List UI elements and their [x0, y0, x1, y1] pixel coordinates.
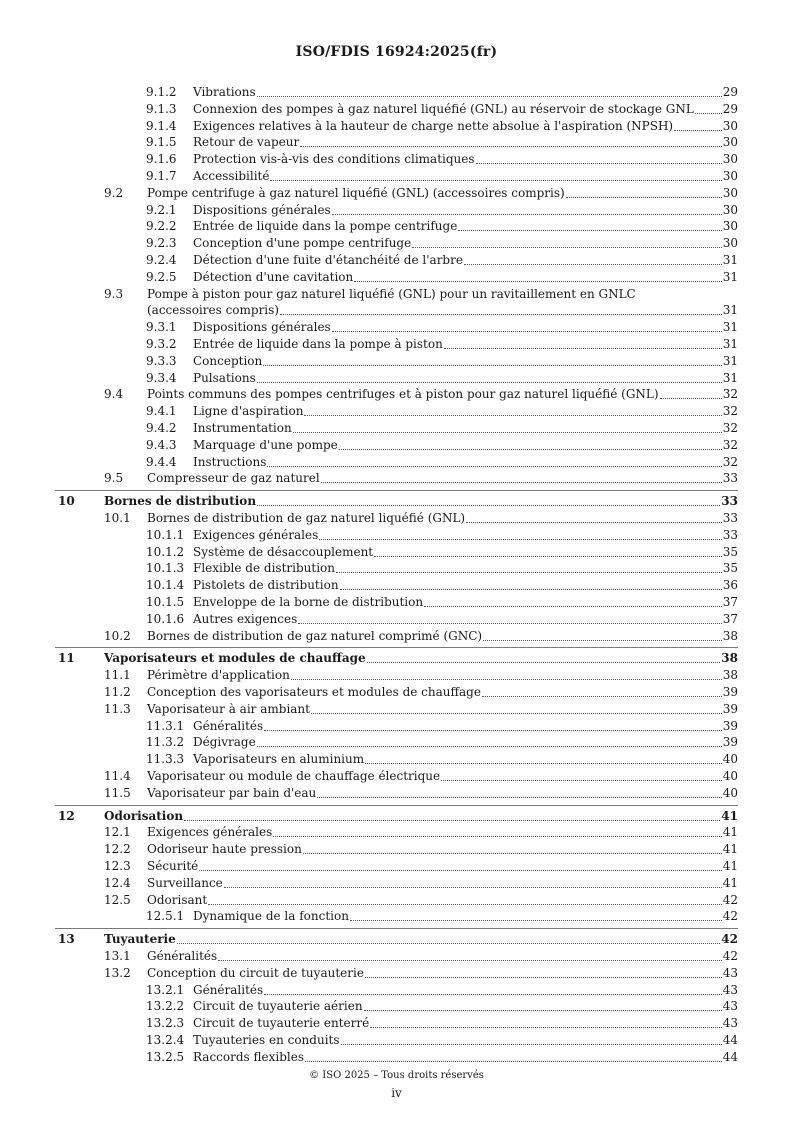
toc-entry-title: Vaporisateur par bain d'eau — [147, 785, 317, 800]
dot-leader — [354, 280, 721, 282]
toc-entry-number: 12.4 — [104, 875, 131, 890]
toc-entry-page: 37 — [722, 611, 738, 626]
toc-entry-number: 9.1.6 — [146, 152, 177, 167]
toc-entry-number: 9.3.1 — [146, 320, 177, 335]
toc-entry[interactable] — [0, 841, 738, 858]
toc-entry-page: 41 — [722, 825, 738, 840]
dot-leader — [264, 993, 722, 995]
toc-entry[interactable] — [0, 319, 738, 336]
toc-entry-title: Autres exigences — [193, 611, 298, 626]
toc-entry-number: 13 — [58, 932, 75, 947]
toc-entry[interactable] — [0, 101, 738, 118]
dot-leader — [441, 779, 722, 781]
toc-entry-title: Accessibilité — [193, 169, 270, 183]
dot-leader — [257, 745, 722, 747]
toc-entry-page: 31 — [722, 337, 738, 351]
toc-entry[interactable] — [0, 751, 738, 768]
toc-entry-title: Conception du circuit de tuyauterie — [147, 965, 364, 980]
toc-entry-number: 11.3.3 — [146, 752, 185, 767]
dot-leader — [444, 347, 722, 349]
toc-chapter-entry[interactable] — [0, 650, 738, 667]
toc-entry-page: 29 — [722, 85, 738, 99]
toc-entry[interactable] — [0, 684, 738, 701]
dot-leader — [224, 886, 722, 888]
toc-entry-page: 39 — [722, 685, 738, 699]
toc-entry[interactable] — [0, 286, 738, 303]
toc-entry[interactable] — [0, 420, 738, 437]
toc-entry-page: 38 — [721, 651, 738, 666]
toc-entry-page: 31 — [722, 353, 738, 368]
toc-entry-page: 43 — [722, 1016, 738, 1031]
toc-entry-page: 39 — [722, 701, 738, 716]
toc-entry[interactable] — [0, 336, 738, 353]
toc-entry-title: Vaporisateurs et modules de chauffage — [104, 651, 366, 666]
toc-entry[interactable] — [0, 1032, 738, 1049]
toc-entry[interactable] — [0, 252, 738, 269]
toc-entry-title: Circuit de tuyauterie aérien — [193, 999, 363, 1014]
toc-entry-number: 9.4.3 — [146, 437, 177, 452]
toc-entry-page: 38 — [722, 668, 738, 683]
toc-entry-page: 30 — [722, 202, 738, 217]
toc-entry-title: Bornes de distribution de gaz naturel comprimé (GNC) — [147, 628, 483, 643]
toc-entry-page: 30 — [722, 169, 738, 183]
toc-entry-number: 9.3.2 — [146, 337, 177, 351]
toc-entry[interactable] — [0, 858, 738, 875]
toc-entry-title: Ligne d'aspiration — [193, 404, 304, 419]
toc-entry[interactable] — [0, 470, 738, 487]
toc-entry-title: Points communs des pompes centrifuges et à piston pour gaz naturel liquéfié (GNL) — [147, 387, 659, 402]
toc-entry-title: Périmètre d'application — [147, 668, 290, 683]
toc-entry-title: Odoriseur haute pression — [147, 842, 302, 857]
toc-entry[interactable] — [0, 1015, 738, 1032]
toc-entry-title: Flexible de distribution — [193, 561, 336, 576]
dot-leader — [267, 465, 721, 467]
dot-leader — [370, 1026, 721, 1028]
toc-entry[interactable] — [0, 84, 738, 101]
toc-entry[interactable] — [0, 577, 738, 594]
toc-entry-number: 9.1.3 — [146, 101, 177, 116]
toc-entry-number: 9.4.2 — [146, 421, 177, 435]
toc-entry-title: Vaporisateurs en aluminium — [193, 752, 365, 767]
toc-entry[interactable] — [0, 667, 738, 684]
toc-entry-number: 10.1.3 — [146, 561, 185, 576]
toc-entry-number: 9.3 — [104, 286, 124, 301]
toc-entry-title: Sécurité — [147, 859, 199, 873]
toc-entry-page: 43 — [722, 982, 738, 997]
toc-entry[interactable] — [0, 965, 738, 982]
toc-entry-page: 32 — [722, 421, 738, 435]
toc-entry[interactable] — [0, 353, 738, 370]
dot-leader — [365, 762, 722, 764]
toc-entry-number: 10.2 — [104, 628, 131, 643]
toc-chapter-entry[interactable] — [0, 931, 738, 948]
toc-entry-page: 30 — [722, 236, 738, 251]
toc-entry-title: Instrumentation — [193, 421, 292, 435]
dot-leader — [374, 555, 722, 557]
toc-entry-number: 12.1 — [104, 825, 131, 840]
toc-entry-title: Surveillance — [147, 875, 223, 890]
chapter-divider — [55, 805, 738, 806]
toc-entry-title: Pulsations — [193, 370, 256, 385]
toc-entry-page: 43 — [722, 999, 738, 1014]
toc-entry-number: 9.3.3 — [146, 353, 177, 368]
toc-entry-page: 30 — [722, 135, 738, 150]
dot-leader — [293, 431, 722, 433]
toc-entry-number: 13.2.3 — [146, 1016, 185, 1031]
toc-entry-page: 40 — [722, 752, 738, 767]
toc-entry[interactable] — [0, 718, 738, 735]
toc-entry[interactable] — [0, 134, 738, 151]
dot-leader — [458, 229, 721, 231]
toc-entry-title: Exigences relatives à la hauteur de charge nette absolue à l'aspiration (NPSH) — [193, 118, 674, 133]
chapter-divider — [55, 647, 738, 648]
toc-entry-title: Vaporisateur ou module de chauffage électrique — [147, 769, 441, 783]
dot-leader — [257, 95, 722, 97]
toc-entry-title: Connexion des pompes à gaz naturel liquéfié (GNL) au réservoir de stockage GNL — [193, 101, 694, 116]
dot-leader — [466, 521, 722, 523]
toc-entry-number: 11.5 — [104, 785, 131, 800]
toc-entry-number: 12 — [58, 808, 75, 823]
toc-entry-number: 9.2.4 — [146, 253, 177, 267]
toc-entry[interactable] — [0, 151, 738, 168]
toc-entry-page: 32 — [722, 437, 738, 452]
toc-entry-title: Dynamique de la fonction — [193, 909, 349, 924]
toc-entry-number: 10 — [58, 494, 75, 509]
toc-entry-page: 31 — [722, 269, 738, 284]
toc-entry-page: 40 — [722, 785, 738, 800]
toc-entry-number: 9.1.2 — [146, 85, 177, 99]
dot-leader — [257, 381, 722, 383]
toc-entry-page: 32 — [722, 404, 738, 419]
chapter-divider — [55, 490, 738, 491]
toc-entry-page: 44 — [722, 1049, 738, 1064]
toc-entry-title: Tuyauteries en conduits — [193, 1033, 340, 1047]
toc-entry-number: 11.2 — [104, 685, 131, 699]
toc-entry-page: 32 — [722, 454, 738, 469]
toc-entry-page: 42 — [722, 892, 738, 907]
dot-leader — [412, 246, 722, 248]
dot-leader — [336, 571, 722, 573]
dot-leader — [264, 729, 722, 731]
toc-entry[interactable] — [0, 527, 738, 544]
toc-entry[interactable] — [0, 611, 738, 628]
toc-entry-title: Généralités — [147, 949, 218, 963]
toc-entry-number: 13.2.1 — [146, 982, 185, 997]
dot-leader — [199, 869, 721, 871]
toc-entry[interactable] — [0, 235, 738, 252]
toc-entry-page: 31 — [722, 320, 738, 335]
toc-entry[interactable] — [0, 824, 738, 841]
toc-entry[interactable] — [0, 1049, 738, 1066]
toc-entry-title: Pistolets de distribution — [193, 578, 339, 593]
toc-entry-title: Dispositions générales — [193, 202, 331, 217]
toc-entry-title: Généralités — [193, 718, 264, 733]
toc-entry-title: Détection d'une fuite d'étanchéité de l'arbre — [193, 253, 463, 267]
toc-entry-page: 33 — [722, 527, 738, 542]
toc-entry-number: 12.5 — [104, 892, 131, 907]
toc-entry-page: 44 — [722, 1033, 738, 1047]
toc-entry-number: 10.1.4 — [146, 578, 185, 593]
toc-entry[interactable] — [0, 908, 738, 925]
dot-leader — [695, 112, 722, 114]
toc-entry-page: 33 — [722, 511, 738, 525]
dot-leader — [304, 414, 721, 416]
toc-entry-page: 39 — [722, 718, 738, 733]
toc-entry-page: 31 — [722, 253, 738, 267]
toc-entry[interactable] — [0, 628, 738, 645]
toc-entry-page: 30 — [722, 152, 738, 167]
dot-leader — [177, 942, 721, 944]
toc-entry-number: 11.3 — [104, 701, 131, 716]
dot-leader — [424, 605, 722, 607]
toc-entry-number: 13.2.5 — [146, 1049, 185, 1064]
toc-entry-number: 10.1.1 — [146, 527, 185, 542]
toc-entry-number: 9.2.1 — [146, 202, 177, 217]
dot-leader — [263, 364, 721, 366]
dot-leader — [367, 661, 721, 663]
toc-entry-title: Protection vis-à-vis des conditions climatiques — [193, 152, 475, 167]
toc-entry-number: 11.3.1 — [146, 718, 185, 733]
toc-entry-number: 13.1 — [104, 949, 131, 963]
toc-entry[interactable] — [0, 185, 738, 202]
toc-entry-number: 10.1 — [104, 511, 131, 525]
toc-chapter-entry[interactable] — [0, 808, 738, 825]
dot-leader — [321, 481, 722, 483]
toc-entry-page: 42 — [721, 932, 738, 947]
toc-entry[interactable] — [0, 386, 738, 403]
toc-entry[interactable] — [0, 998, 738, 1015]
toc-entry-number: 9.1.7 — [146, 169, 177, 183]
dot-leader — [332, 330, 722, 332]
toc-entry-number: 9.2 — [104, 185, 124, 200]
toc-entry[interactable] — [0, 734, 738, 751]
toc-entry-page: 37 — [722, 595, 738, 609]
toc-entry-page: 36 — [722, 578, 738, 593]
dot-leader — [483, 639, 722, 641]
toc-entry-title: Marquage d'une pompe — [193, 437, 338, 452]
toc-entry-title: Tuyauterie — [104, 932, 176, 947]
dot-leader — [482, 695, 722, 697]
toc-entry[interactable] — [0, 785, 738, 802]
toc-entry-title: Exigences générales — [193, 527, 319, 542]
toc-entry[interactable] — [0, 560, 738, 577]
dot-leader — [291, 678, 722, 680]
dot-leader — [280, 313, 722, 315]
dot-leader — [332, 213, 722, 215]
toc-entry-page: 30 — [722, 118, 738, 133]
toc-entry-number: 9.3.4 — [146, 370, 177, 385]
toc-entry[interactable] — [0, 875, 738, 892]
dot-leader — [365, 976, 722, 978]
toc-entry-number: 9.1.5 — [146, 135, 177, 150]
toc-entry-page: 43 — [722, 965, 738, 980]
toc-entry-title: Bornes de distribution — [104, 494, 257, 509]
dot-leader — [566, 196, 722, 198]
toc-entry-title: Odorisant — [147, 892, 208, 907]
dot-leader — [674, 129, 722, 131]
toc-entry-title: (accessoires compris) — [147, 303, 279, 318]
toc-entry[interactable] — [0, 302, 738, 319]
toc-entry[interactable] — [0, 202, 738, 219]
toc-entry[interactable] — [0, 403, 738, 420]
toc-entry-number: 12.5.1 — [146, 909, 185, 924]
toc-entry-number: 12.2 — [104, 842, 131, 857]
toc-chapter-entry[interactable] — [0, 493, 738, 510]
dot-leader — [364, 1009, 722, 1011]
toc-entry[interactable] — [0, 892, 738, 909]
toc-entry[interactable] — [0, 269, 738, 286]
toc-entry-title: Généralités — [193, 982, 264, 997]
toc-entry[interactable] — [0, 118, 738, 135]
toc-entry-page: 42 — [722, 949, 738, 963]
page-header: ISO/FDIS 16924:2025(fr) — [295, 44, 498, 60]
toc-entry-number: 13.2.2 — [146, 999, 185, 1014]
dot-leader — [208, 903, 722, 905]
toc-entry-number: 13.2 — [104, 965, 131, 980]
dot-leader — [464, 263, 722, 265]
toc-entry-page: 35 — [722, 561, 738, 576]
toc-entry-title: Bornes de distribution de gaz naturel liquéfié (GNL) — [147, 511, 466, 525]
toc-entry[interactable] — [0, 544, 738, 561]
toc-entry-title: Système de désaccouplement — [193, 544, 374, 559]
dot-leader — [257, 504, 720, 506]
toc-entry-number: 9.4.1 — [146, 404, 177, 419]
toc-entry-page: 30 — [722, 219, 738, 234]
toc-entry-number: 13.2.4 — [146, 1033, 185, 1047]
toc-entry-title: Enveloppe de la borne de distribution — [193, 595, 424, 609]
toc-entry[interactable] — [0, 437, 738, 454]
toc-entry-number: 12.3 — [104, 859, 131, 873]
toc-entry-number: 10.1.2 — [146, 544, 185, 559]
toc-entry-number: 10.1.6 — [146, 611, 185, 626]
toc-entry-title: Conception d'une pompe centrifuge — [193, 236, 412, 251]
toc-entry-page: 42 — [722, 909, 738, 924]
toc-entry-title: Exigences générales — [147, 825, 273, 840]
toc-entry-title: Détection d'une cavitation — [193, 269, 354, 284]
dot-leader — [300, 145, 721, 147]
dot-leader — [339, 448, 722, 450]
dot-leader — [305, 1060, 722, 1062]
toc-entry-number: 9.2.2 — [146, 219, 177, 234]
toc-entry[interactable] — [0, 982, 738, 999]
toc-entry-title: Dispositions générales — [193, 320, 331, 335]
toc-entry-title: Entrée de liquide dans la pompe centrifuge — [193, 219, 458, 234]
dot-leader — [311, 712, 722, 714]
toc-entry[interactable] — [0, 701, 738, 718]
toc-entry-number: 9.5 — [104, 471, 124, 486]
dot-leader — [303, 852, 722, 854]
toc-entry[interactable] — [0, 510, 738, 527]
toc-entry-page: 41 — [722, 875, 738, 890]
toc-entry-title: Conception — [193, 353, 263, 368]
toc-entry-page: 41 — [721, 808, 738, 823]
toc-entry-title: Odorisation — [104, 808, 184, 823]
toc-entry-page: 40 — [722, 769, 738, 783]
toc-entry-title: Pompe centrifuge à gaz naturel liquéfié (GNL) (accessoires compris) — [147, 185, 565, 200]
toc-entry-title: Dégivrage — [193, 735, 256, 750]
toc-entry-page: 29 — [722, 101, 738, 116]
toc-entry-title: Raccords flexibles — [193, 1049, 305, 1064]
toc-entry-number: 11.4 — [104, 769, 131, 783]
toc-entry-page: 33 — [722, 471, 738, 486]
toc-entry-page: 31 — [722, 370, 738, 385]
chapter-divider — [55, 928, 738, 929]
toc-entry-page: 39 — [722, 735, 738, 750]
toc-entry-number: 9.4 — [104, 387, 124, 402]
toc-entry[interactable] — [0, 768, 738, 785]
toc-entry[interactable] — [0, 948, 738, 965]
toc-entry-number: 11 — [58, 651, 75, 666]
dot-leader — [298, 622, 721, 624]
toc-entry-number: 9.1.4 — [146, 118, 177, 133]
toc-entry-title: Vibrations — [193, 85, 256, 99]
dot-leader — [218, 959, 722, 961]
dot-leader — [340, 588, 722, 590]
dot-leader — [270, 179, 721, 181]
toc-entry[interactable] — [0, 218, 738, 235]
toc-entry[interactable] — [0, 454, 738, 471]
toc-entry-number: 11.1 — [104, 668, 131, 683]
toc-entry-page: 33 — [721, 494, 738, 509]
footer-page-number: iv — [391, 1086, 402, 1100]
toc-entry-title: Entrée de liquide dans la pompe à piston — [193, 337, 443, 351]
dot-leader — [184, 819, 720, 821]
toc-entry-number: 11.3.2 — [146, 735, 185, 750]
dot-leader — [350, 919, 722, 921]
toc-entry-title: Conception des vaporisateurs et modules de chauffage — [147, 685, 481, 699]
dot-leader — [341, 1043, 722, 1045]
toc-entry-title: Compresseur de gaz naturel — [147, 471, 320, 486]
toc-entry-page: 31 — [722, 303, 738, 318]
dot-leader — [317, 796, 721, 798]
dot-leader — [660, 397, 722, 399]
toc-entry[interactable] — [0, 370, 738, 387]
footer-copyright: © ISO 2025 – Tous droits réservés — [309, 1070, 484, 1081]
toc-entry-title: Pompe à piston pour gaz naturel liquéfié (GNL) pour un ravitaillement en GNLC — [147, 286, 636, 301]
toc-entry-page: 41 — [722, 859, 738, 873]
toc-entry[interactable] — [0, 594, 738, 611]
toc-entry-number: 9.2.5 — [146, 269, 177, 284]
toc-entry[interactable] — [0, 168, 738, 185]
toc-entry-page: 35 — [722, 544, 738, 559]
toc-entry-number: 9.4.4 — [146, 454, 177, 469]
dot-leader — [319, 538, 721, 540]
toc-entry-page: 32 — [722, 387, 738, 402]
dot-leader — [476, 162, 722, 164]
toc-entry-page: 30 — [722, 185, 738, 200]
toc-entry-title: Circuit de tuyauterie enterré — [193, 1016, 370, 1031]
toc-entry-number: 10.1.5 — [146, 595, 185, 609]
toc-entry-number: 9.2.3 — [146, 236, 177, 251]
toc-entry-title: Vaporisateur à air ambiant — [147, 701, 310, 716]
toc-entry-page: 41 — [722, 842, 738, 857]
dot-leader — [273, 835, 721, 837]
toc-entry-title: Instructions — [193, 454, 267, 469]
toc-entry-page: 38 — [722, 628, 738, 643]
toc-entry-title: Retour de vapeur — [193, 135, 300, 150]
